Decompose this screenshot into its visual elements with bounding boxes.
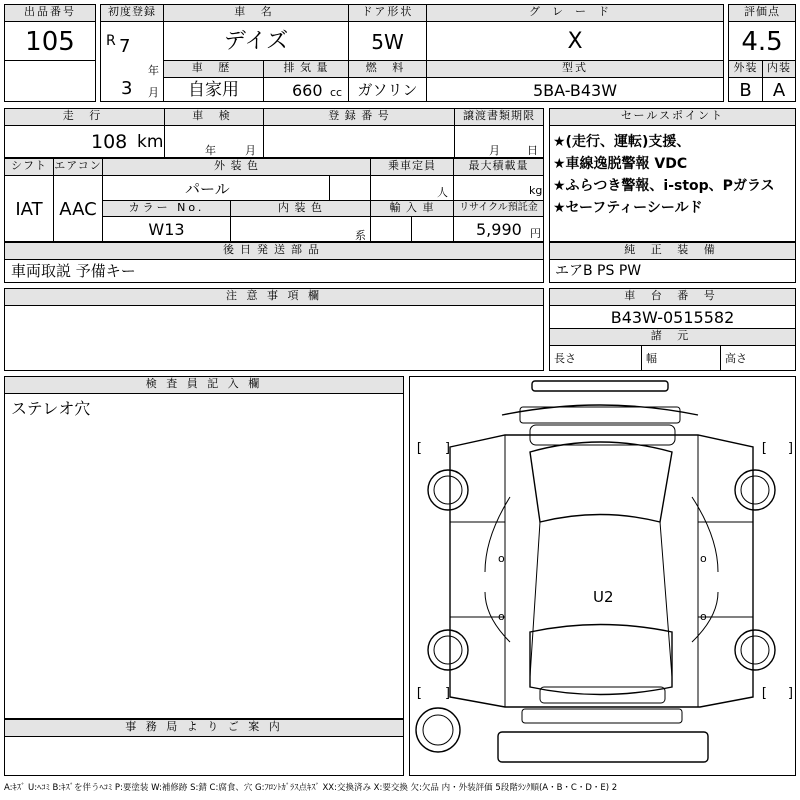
sales-points-label: セールスポイント bbox=[549, 108, 796, 126]
later-parts-value: 車両取説 予備キー bbox=[4, 259, 544, 283]
inspection-month-unit: 月 bbox=[245, 144, 256, 157]
int-color-box bbox=[230, 216, 371, 242]
max-load-unit: kg bbox=[529, 184, 543, 197]
doors-label: ドア形状 bbox=[348, 4, 427, 22]
office-label: 事 務 局 よ り ご 案 内 bbox=[4, 719, 404, 737]
equipment-label: 純 正 装 備 bbox=[549, 242, 796, 260]
color-no-label: カラー No. bbox=[102, 200, 231, 217]
recycle-value: 5,990 bbox=[476, 220, 522, 239]
shift-label: シフト bbox=[4, 158, 54, 176]
sales-point-2: ★車線逸脱警報 VDC bbox=[553, 156, 688, 172]
era: R bbox=[106, 33, 116, 49]
int-color-label: 内 装 色 bbox=[230, 200, 371, 217]
ext-grade-label: 外装 bbox=[728, 60, 763, 78]
max-load-label: 最大積載量 bbox=[453, 158, 544, 176]
car-name-label: 車 名 bbox=[163, 4, 349, 22]
import-b bbox=[411, 216, 454, 242]
fuel-value: ガソリン bbox=[348, 77, 427, 102]
first-reg-box bbox=[100, 21, 164, 102]
o-mark-4: o bbox=[700, 610, 707, 623]
capacity-box bbox=[370, 175, 454, 201]
ext-color-value: パール bbox=[102, 175, 330, 201]
import-label: 輸 入 車 bbox=[370, 200, 454, 217]
displacement-label: 排 気 量 bbox=[263, 60, 349, 78]
dims-width: 幅 bbox=[641, 345, 721, 371]
mileage-box bbox=[4, 125, 165, 158]
shift-value: IAT bbox=[4, 175, 54, 242]
displacement-value: 660 bbox=[292, 81, 323, 100]
dims-label: 諸 元 bbox=[549, 328, 796, 346]
equipment-value: エアB PS PW bbox=[549, 259, 796, 283]
sales-point-1: ★(走行、運転)支援、 bbox=[553, 134, 691, 150]
model-label: 型式 bbox=[426, 60, 724, 78]
fuel-label: 燃 料 bbox=[348, 60, 427, 78]
o-mark-2: o bbox=[498, 610, 505, 623]
car-diagram bbox=[409, 376, 796, 776]
chassis-value: B43W-0515582 bbox=[549, 305, 796, 329]
inspection-year-unit: 年 bbox=[205, 144, 216, 157]
max-load-box bbox=[453, 175, 544, 201]
sales-points-box bbox=[549, 125, 796, 242]
lot-label: 出品番号 bbox=[4, 4, 96, 22]
aircon-label: エアコン bbox=[53, 158, 103, 176]
svg-text:[: [ bbox=[760, 441, 768, 456]
damage-mark-u2: U2 bbox=[593, 588, 614, 606]
plate-label: 登 録 番 号 bbox=[263, 108, 455, 126]
reg-month: 3 bbox=[121, 78, 133, 99]
doors-value: 5W bbox=[348, 21, 427, 61]
notes-box bbox=[4, 305, 544, 371]
transfer-day-unit: 日 bbox=[527, 144, 538, 157]
recycle-unit: 円 bbox=[530, 227, 541, 240]
month-unit: 月 bbox=[148, 86, 159, 99]
sales-point-4: ★セーフティーシールド bbox=[553, 200, 703, 216]
car-diagram-svg bbox=[410, 377, 796, 776]
first-reg-label: 初度登録 bbox=[100, 4, 164, 22]
inspection-box bbox=[164, 125, 264, 158]
svg-text:[: [ bbox=[415, 686, 423, 701]
model-value: 5BA-B43W bbox=[426, 77, 724, 102]
office-box bbox=[4, 736, 404, 776]
grade-value: X bbox=[426, 21, 724, 61]
ext-color-label: 外 装 色 bbox=[102, 158, 371, 176]
mileage-unit: km bbox=[137, 132, 164, 152]
svg-text:[: [ bbox=[415, 441, 423, 456]
svg-text:]: ] bbox=[787, 686, 795, 701]
int-grade-value: A bbox=[762, 77, 796, 102]
history-value: 自家用 bbox=[163, 77, 264, 102]
inspector-label: 検 査 員 記 入 欄 bbox=[4, 376, 404, 394]
displacement-box bbox=[263, 77, 349, 102]
o-mark-1: o bbox=[498, 552, 505, 565]
car-name: デイズ bbox=[163, 21, 349, 61]
displacement-unit: cc bbox=[330, 86, 343, 99]
grade-label: グレード bbox=[426, 4, 724, 22]
score-value: 4.5 bbox=[728, 21, 796, 61]
svg-text:]: ] bbox=[444, 441, 452, 456]
aircon-value: AAC bbox=[53, 175, 103, 242]
recycle-label: リサイクル預託金 bbox=[453, 200, 544, 217]
dims-length: 長さ bbox=[549, 345, 642, 371]
transfer-month-unit: 月 bbox=[489, 144, 500, 157]
chassis-label: 車 台 番 号 bbox=[549, 288, 796, 306]
history-label: 車 歴 bbox=[163, 60, 264, 78]
sales-point-3: ★ふらつき警報、i-stop、Pガラス bbox=[553, 178, 775, 194]
lot-blank bbox=[4, 60, 96, 102]
year-unit: 年 bbox=[148, 64, 159, 77]
inspector-box bbox=[4, 393, 404, 719]
svg-text:[: [ bbox=[760, 686, 768, 701]
color-no-value: W13 bbox=[102, 216, 231, 242]
int-color-unit: 系 bbox=[355, 229, 366, 242]
capacity-label: 乗車定員 bbox=[370, 158, 454, 176]
mileage-label: 走 行 bbox=[4, 108, 165, 126]
capacity-unit: 人 bbox=[437, 186, 448, 199]
o-mark-3: o bbox=[700, 552, 707, 565]
ext-color-blank bbox=[329, 175, 371, 201]
later-parts-label: 後日発送部品 bbox=[4, 242, 544, 260]
inspector-note: ステレオ穴 bbox=[11, 399, 91, 418]
recycle-box bbox=[453, 216, 544, 242]
notes-label: 注 意 事 項 欄 bbox=[4, 288, 544, 306]
ext-grade-value: B bbox=[728, 77, 763, 102]
int-grade-label: 内装 bbox=[762, 60, 796, 78]
plate-value bbox=[263, 125, 455, 158]
import-a bbox=[370, 216, 412, 242]
lot-number: 105 bbox=[4, 21, 96, 61]
score-label: 評価点 bbox=[728, 4, 796, 22]
reg-year: 7 bbox=[119, 36, 131, 57]
transfer-box bbox=[454, 125, 544, 158]
transfer-label: 譲渡書類期限 bbox=[454, 108, 544, 126]
svg-text:]: ] bbox=[787, 441, 795, 456]
inspection-label: 車 検 bbox=[164, 108, 264, 126]
legend: A:ｷｽﾞ U:ﾍｺﾐ B:ｷｽﾞを伴うﾍｺﾐ P:要塗装 W:補修跡 S:錆 C:腐食、穴 G:ﾌﾛﾝﾄｶﾞﾗｽ点ｷｽﾞ XX:交換済み X:要交換 欠:欠品 内・外装評価 5段階ﾗﾝｸ順(A・B・C・D・E) 2 bbox=[4, 783, 618, 793]
mileage-value: 108 bbox=[91, 131, 128, 153]
svg-text:]: ] bbox=[444, 686, 452, 701]
dims-height: 高さ bbox=[720, 345, 796, 371]
